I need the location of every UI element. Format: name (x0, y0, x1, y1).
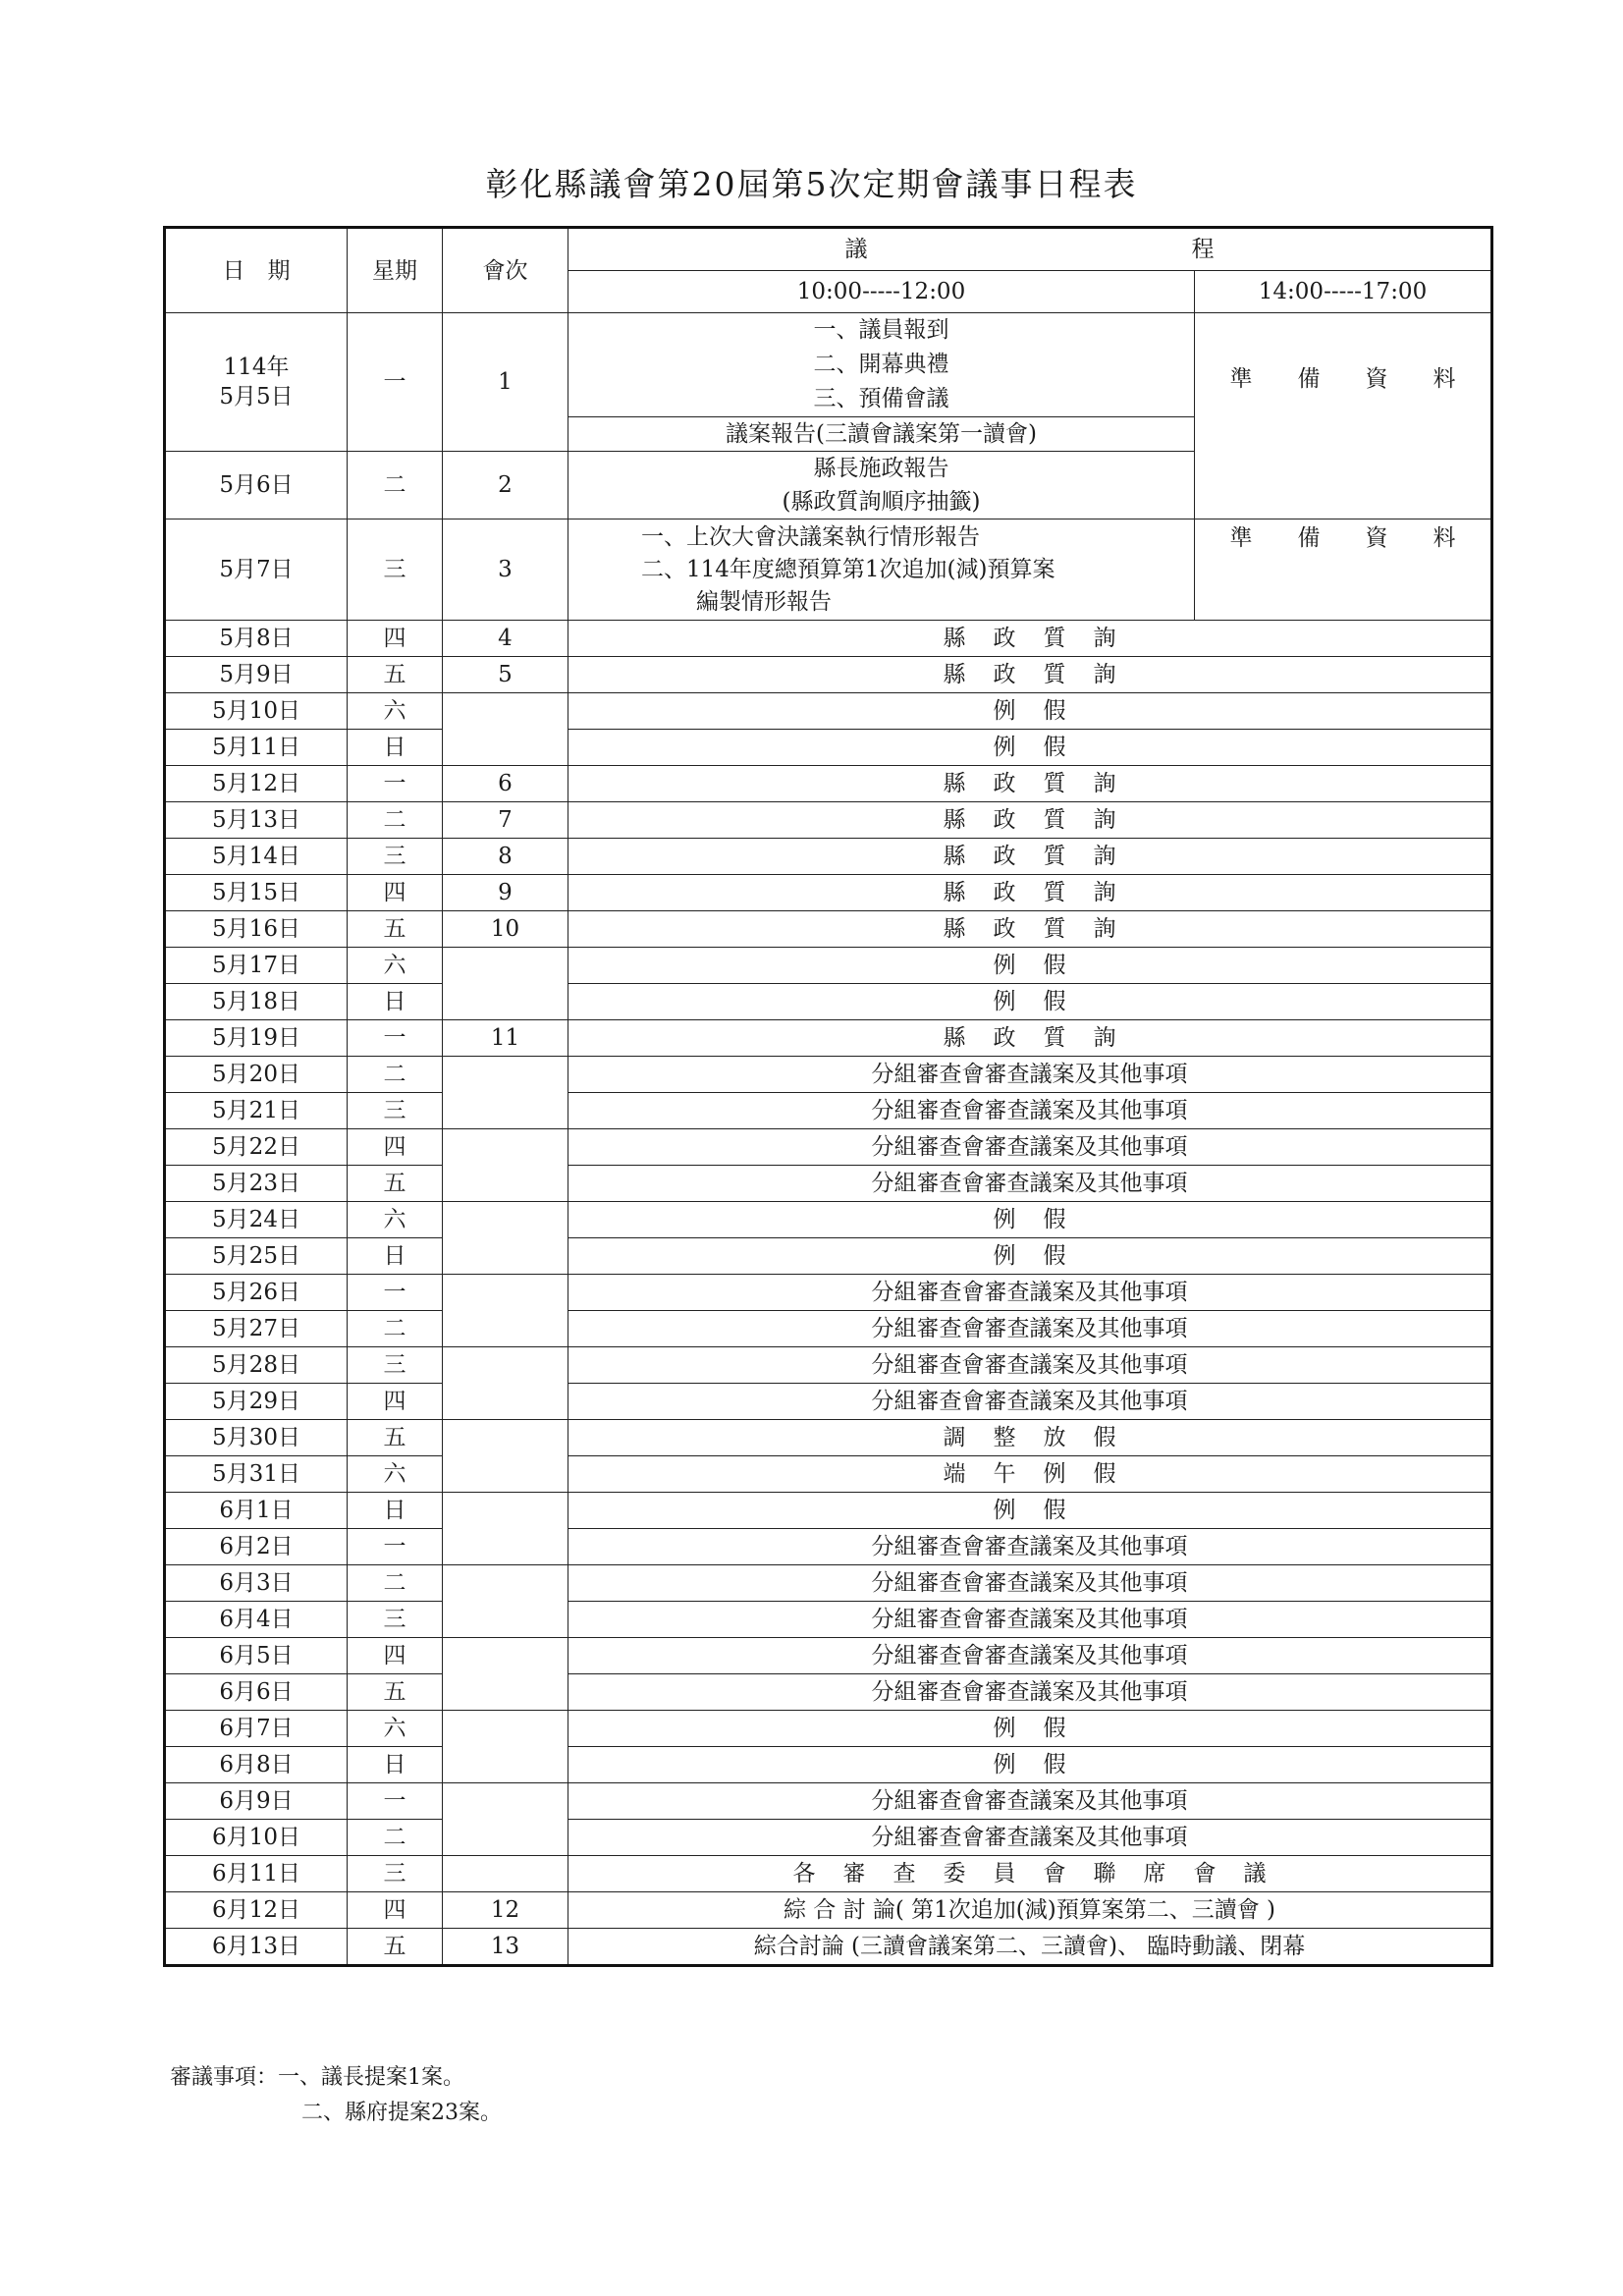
row-date: 6月1日 (165, 1493, 348, 1529)
table-row (165, 911, 1492, 948)
row-weekday: 一 (348, 1783, 443, 1820)
row-weekday: 三 (348, 1602, 443, 1638)
table-row (165, 1311, 1492, 1347)
table-row (165, 875, 1492, 911)
header-date: 日 期 (165, 228, 348, 313)
row-session (443, 1202, 568, 1275)
table-row (165, 1856, 1492, 1892)
row-agenda: 縣 政 質 詢 (568, 657, 1492, 693)
row-agenda: 分組審查會審查議案及其他事項 (568, 1347, 1492, 1384)
row-agenda: 分組審查會審查議案及其他事項 (568, 1057, 1492, 1093)
row-session: 8 (443, 839, 568, 875)
row-weekday: 五 (348, 911, 443, 948)
row-weekday: 日 (348, 1493, 443, 1529)
row-weekday: 五 (348, 1420, 443, 1456)
row-agenda: 分組審查會審查議案及其他事項 (568, 1565, 1492, 1602)
row-agenda: 端 午 例 假 (568, 1456, 1492, 1493)
row-weekday: 六 (348, 1456, 443, 1493)
row-weekday: 二 (348, 452, 443, 519)
row-weekday: 六 (348, 1711, 443, 1747)
row-date: 5月30日 (165, 1420, 348, 1456)
row-date: 5月23日 (165, 1166, 348, 1202)
row-weekday: 四 (348, 1892, 443, 1929)
row-date: 5月26日 (165, 1275, 348, 1311)
row-date: 5月24日 (165, 1202, 348, 1238)
table-row (165, 1057, 1492, 1093)
row-date: 6月9日 (165, 1783, 348, 1820)
header-agenda-left: 議 (844, 237, 868, 262)
row-agenda: 分組審查會審查議案及其他事項 (568, 1529, 1492, 1565)
row-weekday: 六 (348, 948, 443, 984)
row-session (443, 1565, 568, 1638)
table-row (165, 1602, 1492, 1638)
row-date: 5月20日 (165, 1057, 348, 1093)
row-date: 5月21日 (165, 1093, 348, 1129)
table-row (165, 1456, 1492, 1493)
row-weekday: 一 (348, 1020, 443, 1057)
row-session: 10 (443, 911, 568, 948)
row-weekday: 五 (348, 1929, 443, 1966)
day3-am-items (568, 519, 1195, 621)
row-agenda: 綜 合 討 論( 第1次追加(減)預算案第二、三讀會 ) (568, 1892, 1492, 1929)
row-agenda: 例 假 (568, 1238, 1492, 1275)
page-title: 彰化縣議會第20屆第5次定期會議事日程表 (485, 165, 1138, 203)
row-date: 5月10日 (165, 693, 348, 730)
row-weekday: 四 (348, 1638, 443, 1674)
row-date: 5月25日 (165, 1238, 348, 1275)
row-weekday: 三 (348, 1093, 443, 1129)
row-agenda: 例 假 (568, 1493, 1492, 1529)
row-agenda: 例 假 (568, 1747, 1492, 1783)
row-agenda: 分組審查會審查議案及其他事項 (568, 1311, 1492, 1347)
table-row (165, 1420, 1492, 1456)
row-weekday: 日 (348, 730, 443, 766)
table-row (165, 1892, 1492, 1929)
row-weekday: 四 (348, 1384, 443, 1420)
row-date: 6月8日 (165, 1747, 348, 1783)
table-row (165, 839, 1492, 875)
row-date: 5月31日 (165, 1456, 348, 1493)
row-weekday: 日 (348, 1747, 443, 1783)
row-agenda: 分組審查會審查議案及其他事項 (568, 1093, 1492, 1129)
day3-am-item: 編製情形報告 (696, 588, 832, 615)
day2-am-item: 縣長施政報告 (813, 456, 949, 481)
row-agenda: 例 假 (568, 730, 1492, 766)
row-agenda: 分組審查會審查議案及其他事項 (568, 1783, 1492, 1820)
row-agenda: 各 審 查 委 員 會 聯 席 會 議 (568, 1856, 1492, 1892)
day1-am-item: 三、預備會議 (813, 386, 949, 411)
row-weekday: 一 (348, 313, 443, 452)
table-row (165, 1020, 1492, 1057)
row-date: 5月19日 (165, 1020, 348, 1057)
row-weekday: 三 (348, 519, 443, 621)
row-weekday: 三 (348, 1347, 443, 1384)
row-date: 6月12日 (165, 1892, 348, 1929)
row-session (443, 693, 568, 766)
row-agenda: 縣 政 質 詢 (568, 911, 1492, 948)
row-weekday: 一 (348, 1275, 443, 1311)
row-weekday: 二 (348, 802, 443, 839)
row-agenda: 分組審查會審查議案及其他事項 (568, 1602, 1492, 1638)
table-row (165, 1565, 1492, 1602)
row-agenda: 縣 政 質 詢 (568, 621, 1492, 657)
header-am-time: 10:00-----12:00 (568, 271, 1195, 313)
row-date: 5月12日 (165, 766, 348, 802)
row-agenda: 例 假 (568, 984, 1492, 1020)
row-agenda: 分組審查會審查議案及其他事項 (568, 1674, 1492, 1711)
row-agenda: 例 假 (568, 1202, 1492, 1238)
row-session: 4 (443, 621, 568, 657)
header-agenda (568, 228, 1492, 271)
row-date: 6月4日 (165, 1602, 348, 1638)
table-row (165, 1275, 1492, 1311)
table-row (165, 1783, 1492, 1820)
row-session: 3 (443, 519, 568, 621)
row-date: 114年 5月5日 (165, 313, 348, 452)
table-row (165, 1529, 1492, 1565)
table-row (165, 1238, 1492, 1275)
row-date: 5月14日 (165, 839, 348, 875)
row-agenda: 分組審查會審查議案及其他事項 (568, 1166, 1492, 1202)
row-agenda: 分組審查會審查議案及其他事項 (568, 1820, 1492, 1856)
header-pm-time: 14:00-----17:00 (1195, 271, 1492, 313)
table-row (165, 1638, 1492, 1674)
row-date: 5月28日 (165, 1347, 348, 1384)
row-weekday: 六 (348, 693, 443, 730)
row-weekday: 三 (348, 839, 443, 875)
row-weekday: 四 (348, 621, 443, 657)
table-row (165, 1493, 1492, 1529)
row-date: 5月16日 (165, 911, 348, 948)
header-agenda-right: 程 (1191, 237, 1215, 262)
row-session (443, 1856, 568, 1892)
row-weekday: 日 (348, 984, 443, 1020)
row-date: 5月22日 (165, 1129, 348, 1166)
note-line-1: 審議事項：一、議長提案1案。 (170, 2065, 464, 2090)
table-row (165, 1747, 1492, 1783)
row-session (443, 1347, 568, 1420)
row-session: 6 (443, 766, 568, 802)
table-row (165, 1929, 1492, 1966)
row-date: 6月5日 (165, 1638, 348, 1674)
row-weekday: 六 (348, 1202, 443, 1238)
row-weekday: 四 (348, 1129, 443, 1166)
table-row (165, 1093, 1492, 1129)
row-date: 5月13日 (165, 802, 348, 839)
row-date: 5月8日 (165, 621, 348, 657)
table-row (165, 766, 1492, 802)
row-date: 6月7日 (165, 1711, 348, 1747)
row-date: 5月6日 (165, 452, 348, 519)
header-session: 會次 (443, 228, 568, 313)
row-agenda: 縣 政 質 詢 (568, 1020, 1492, 1057)
table-row (165, 621, 1492, 657)
row-session: 5 (443, 657, 568, 693)
row-weekday: 四 (348, 875, 443, 911)
table-row (165, 730, 1492, 766)
day1-am-items (568, 313, 1195, 417)
row-agenda: 分組審查會審查議案及其他事項 (568, 1384, 1492, 1420)
row-weekday: 五 (348, 657, 443, 693)
review-notes (170, 2060, 502, 2131)
day3-pm: 準 備 資 料 (1195, 519, 1492, 621)
row-date: 5月18日 (165, 984, 348, 1020)
day3-am-item: 一、上次大會決議案執行情形報告 (641, 523, 980, 550)
row-session (443, 1057, 568, 1129)
row-agenda: 例 假 (568, 693, 1492, 730)
row-weekday: 五 (348, 1674, 443, 1711)
row-session (443, 1129, 568, 1202)
row-session: 7 (443, 802, 568, 839)
row-session: 12 (443, 1892, 568, 1929)
row-date: 6月11日 (165, 1856, 348, 1892)
table-row (165, 1129, 1492, 1166)
day3-am-item: 二、114年度總預算第1次追加(減)預算案 (641, 556, 1055, 582)
table-row (165, 1711, 1492, 1747)
row-date: 6月6日 (165, 1674, 348, 1711)
schedule-table (163, 226, 1493, 1967)
row-date: 5月11日 (165, 730, 348, 766)
row-session: 13 (443, 1929, 568, 1966)
row-weekday: 一 (348, 766, 443, 802)
row-date: 5月15日 (165, 875, 348, 911)
row-agenda: 縣 政 質 詢 (568, 766, 1492, 802)
row-date: 6月3日 (165, 1565, 348, 1602)
row-session: 9 (443, 875, 568, 911)
day2-am-item: (縣政質詢順序抽籤) (782, 489, 981, 515)
day2-am-items (568, 452, 1195, 519)
row-session (443, 1493, 568, 1565)
row-session (443, 948, 568, 1020)
day1-am-item: 一、議員報到 (813, 317, 949, 343)
note-line-2: 二、縣府提案23案。 (301, 2101, 502, 2125)
row-weekday: 一 (348, 1529, 443, 1565)
row-session (443, 1711, 568, 1783)
header-row (165, 228, 1492, 271)
table-row (165, 1202, 1492, 1238)
table-row (165, 693, 1492, 730)
table-row (165, 948, 1492, 984)
row-agenda: 分組審查會審查議案及其他事項 (568, 1638, 1492, 1674)
row-date: 5月7日 (165, 519, 348, 621)
row-date: 5月27日 (165, 1311, 348, 1347)
row-agenda: 縣 政 質 詢 (568, 875, 1492, 911)
table-row (165, 1347, 1492, 1384)
row-session (443, 1275, 568, 1347)
row-weekday: 日 (348, 1238, 443, 1275)
row-agenda: 例 假 (568, 948, 1492, 984)
table-row (165, 802, 1492, 839)
day1-pm: 準 備 資 料 (1195, 313, 1492, 519)
row-weekday: 二 (348, 1057, 443, 1093)
row-session: 1 (443, 313, 568, 452)
row-date: 5月17日 (165, 948, 348, 984)
table-row (165, 1674, 1492, 1711)
row-agenda: 調 整 放 假 (568, 1420, 1492, 1456)
row-agenda: 縣 政 質 詢 (568, 839, 1492, 875)
table-row (165, 519, 1492, 621)
row-date: 5月29日 (165, 1384, 348, 1420)
row-agenda: 縣 政 質 詢 (568, 802, 1492, 839)
row-agenda: 綜合討論 (三讀會議案第二、三讀會)、 臨時動議、閉幕 (568, 1929, 1492, 1966)
row-session (443, 1638, 568, 1711)
row-weekday: 二 (348, 1565, 443, 1602)
row-weekday: 三 (348, 1856, 443, 1892)
row-agenda: 分組審查會審查議案及其他事項 (568, 1275, 1492, 1311)
row-date: 6月2日 (165, 1529, 348, 1565)
table-row (165, 657, 1492, 693)
row-session (443, 1783, 568, 1856)
table-row (165, 313, 1492, 417)
row-weekday: 二 (348, 1311, 443, 1347)
row-session (443, 1420, 568, 1493)
row-session: 11 (443, 1020, 568, 1057)
day1-am-sub: 議案報告(三讀會議案第一讀會) (568, 417, 1195, 452)
table-row (165, 1820, 1492, 1856)
row-agenda: 分組審查會審查議案及其他事項 (568, 1129, 1492, 1166)
header-weekday: 星期 (348, 228, 443, 313)
row-session: 2 (443, 452, 568, 519)
row-weekday: 五 (348, 1166, 443, 1202)
row-weekday: 二 (348, 1820, 443, 1856)
day1-am-item: 二、開幕典禮 (813, 352, 949, 377)
table-row (165, 984, 1492, 1020)
row-date: 6月13日 (165, 1929, 348, 1966)
row-agenda: 例 假 (568, 1711, 1492, 1747)
row-date: 5月9日 (165, 657, 348, 693)
row-date: 6月10日 (165, 1820, 348, 1856)
table-row (165, 1166, 1492, 1202)
table-row (165, 1384, 1492, 1420)
